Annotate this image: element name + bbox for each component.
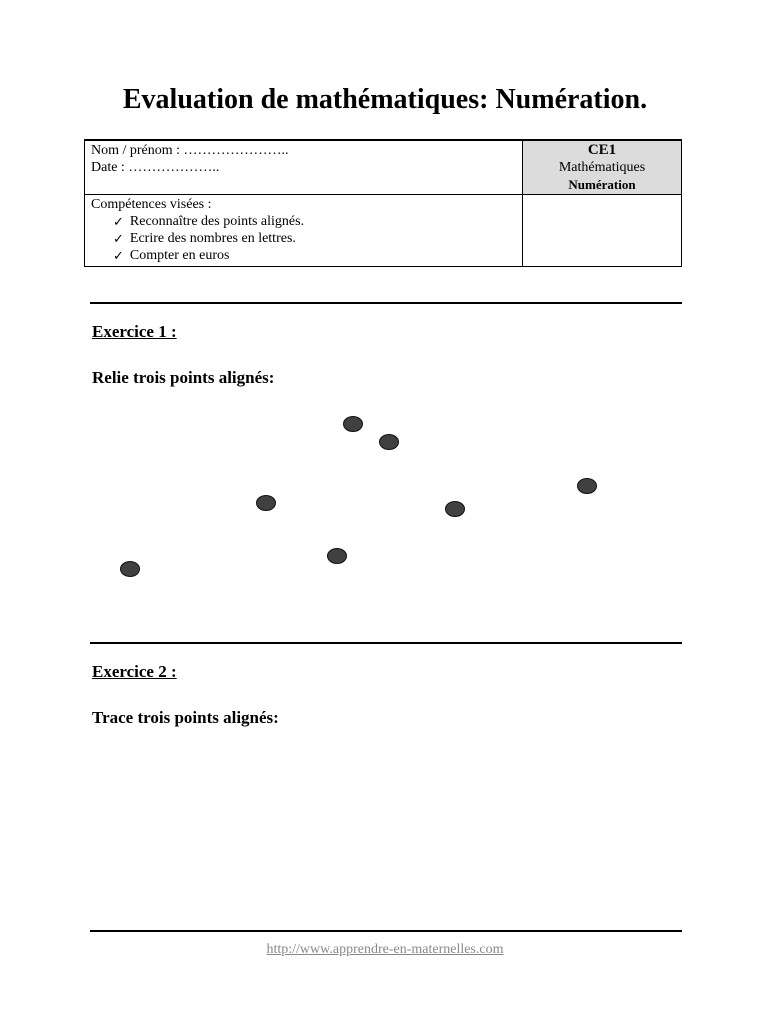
checkmark-icon: ✓ xyxy=(113,231,124,246)
name-field[interactable]: Nom / prénom : ………………….. xyxy=(91,143,289,158)
exercise1-instruction: Relie trois points alignés: xyxy=(92,368,275,387)
subject-label: Mathématiques xyxy=(558,160,646,175)
level-cell xyxy=(523,140,682,195)
header-table xyxy=(84,139,682,267)
exercise1-title: Exercice 1 : xyxy=(92,322,177,341)
date-field[interactable]: Date : ……………….. xyxy=(91,160,220,175)
skill-label: Compter en euros xyxy=(129,248,230,263)
dot[interactable] xyxy=(257,496,276,511)
skills-cell xyxy=(85,195,523,267)
dot[interactable] xyxy=(121,562,140,577)
level-label: CE1 xyxy=(587,142,617,158)
skill-item xyxy=(113,213,516,230)
skills-title: Compétences visées : xyxy=(91,197,212,212)
skill-item xyxy=(113,230,516,247)
dot[interactable] xyxy=(578,479,597,494)
skill-label: Reconnaître des points alignés. xyxy=(129,214,305,229)
skill-label: Ecrire des nombres en lettres. xyxy=(129,231,296,246)
checkmark-icon: ✓ xyxy=(113,214,124,229)
section-divider xyxy=(90,302,682,304)
footer-divider xyxy=(90,930,682,932)
page-title: Evaluation de mathématiques: Numération. xyxy=(122,84,648,115)
dot[interactable] xyxy=(380,435,399,450)
exercise2-title: Exercice 2 : xyxy=(92,662,177,681)
footer-link[interactable]: http://www.apprendre-en-maternelles.com xyxy=(266,942,504,957)
exercise2-instruction: Trace trois points alignés: xyxy=(92,708,279,727)
skill-item xyxy=(113,247,516,264)
student-info-cell xyxy=(85,140,523,195)
skills-list xyxy=(91,213,516,264)
dot[interactable] xyxy=(446,502,465,517)
drawing-area[interactable] xyxy=(92,740,682,920)
dot[interactable] xyxy=(344,417,363,432)
dots-canvas[interactable] xyxy=(92,405,612,615)
dot[interactable] xyxy=(328,549,347,564)
section-divider xyxy=(90,642,682,644)
score-cell xyxy=(523,195,682,267)
dot-area[interactable] xyxy=(92,405,612,615)
domain-label: Numération xyxy=(568,177,636,192)
checkmark-icon: ✓ xyxy=(113,248,124,263)
